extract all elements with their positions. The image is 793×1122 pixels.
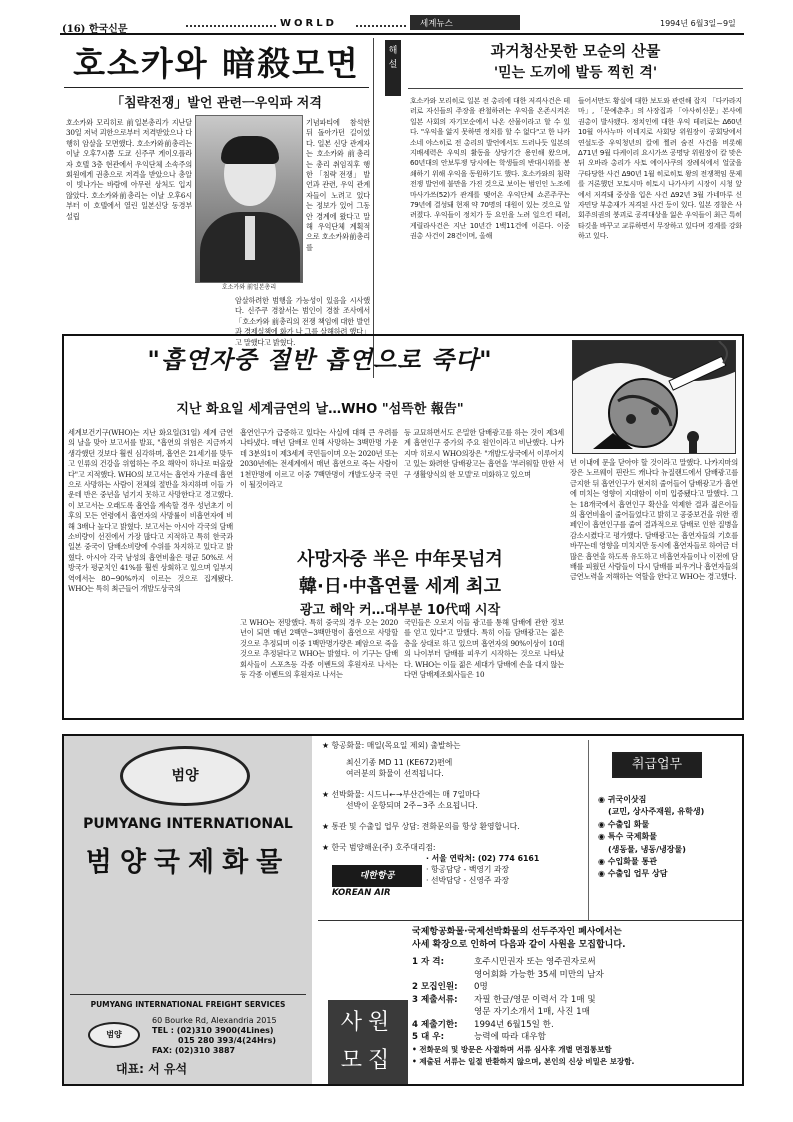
ad-divider [588,740,589,920]
company-address: 60 Bourke Rd, Alexandria 2015 TEL : (02)310 3900(4Lines) 015 280 393/4(24Hrs) FAX: (02)310 3887 [152,1016,277,1055]
article3-headline: "흡연자중 절반 흡연으로 죽다" [147,346,493,374]
article1-body-col1: 호소카와 모리히로 前일본총리가 지난달30일 저녁 괴한으로부터 저격받았으나 다행히 암살을 모면했다. 호소카와前총리는 이날 오후7시쯤 도쿄 신주쿠 게이오플라자 호텔 3층 현관에서 우익단체 소속주의 회원에게 권총으로 저격을 받았으나 총알이 빗나가는 바람에 아무런 상처도 입지 않았다. 호소카와前총리는 이날 오후6시부터 이 호텔에서 열린 일본신당 동경부 설립 [66,118,192,221]
analysis-tag: 해설 [385,40,401,96]
pumyang-logo: 범양 [120,746,250,806]
article2-rule [408,88,743,89]
article3-subheadline: 지난 화요일 세계금연의 날…WHO "섬뜩한 報告" [176,402,464,417]
article3-body-col2-lower: 고 WHO는 전망했다. 특히 중국의 경우 오는 2020년이 되면 매년 2백만~3백만명이 흡연으로 사망할 것으로 추정되며 이중 1백만명가량은 폐암으로 죽을 것으로 추정된다고 WHO는 밝혔다. 이 기구는 담배회사들이 스포츠등 각종 이벤트의 후원자로 나서는등 각종 이벤트의 후원자로 나서는 [240,618,398,680]
article1-headline: 호소카와 暗殺모면 [64,40,369,88]
company-name-en: PUMYANG INTERNATIONAL [83,816,293,832]
article1-subheadline: 「침략전쟁」발언 관련ㅡ우익파 저격 [111,96,322,111]
ad-hrule [318,920,742,921]
services-title: 취급업무 [612,752,702,778]
article3-body-col3: 등 교묘하면서도 은밀한 담배광고를 하는 것이 제3세계 흡연인구 증가의 주요 원인이라고 비난했다. 나카지마 히로시 WHO의장은 "개발도상국에서 이루어지고 있는 화려한 담배광고는 흡연을 '부러워할 만한 서구 생활양식의 한 모델'로 미화하고 있으며 [404,428,564,479]
column-divider [373,38,374,378]
article2-body-col1: 호소카와 모리히로 일본 전 총리에 대한 저격사건은 테러로 자신들의 주장을 관철하려는 우익을 온존시켜온 일본 사회의 자기모순에서 나온 산물이라고 할 수 있다. "우익을 앓지 못하면 정치를 할 수 없다"고 한 나카소네 야스히로 전 총리의 발언에서도 드러나듯 일본의 지배세력은 우익의 활동을 상당기간 용인해 왔으며, 60년대의 안보투쟁 당시에는 학생들의 반대시위를 봉쇄하기 위해 우익을 동원하기도 했다. 호소카와의 침략전쟁 발언에 불만을 가진 것으로 보이는 범인인 노조에 마사가쓰(52)가 관계를 맺어온 우익단체 쇼콘주쿠는 79년에 결성돼 현재 약 70명의 대원이 있는 것으로 알려졌다. 우익들이 정치가 등 요인을 노려 일으킨 테러, 게릴라사건은 지난 10년간 1백11건에 이른다. 이중 권총 사건이 28건이며, 올해 [410,97,570,241]
photo-caption: 호소카와 前일본총리 [221,284,277,291]
article3-body-col1: 세계보건기구(WHO)는 지난 화요일(31일) 세계 금연의 날을 맞아 보고서를 발표, "흡연의 위험은 지금까지 생각했던 것보다 훨씬 심각하며, 흡연은 21세기를 맞두고 인류의 건강을 위협하는 주요 해악이 하나로 떠올랐다"고 지적했다. WHO의 보고서는 흡연자 가운데 흡연으로 사망하는 사람이 전체의 절반을 차지하며 이들 가운데 반은 중년을 넘기지 못하고 사망한다고 경고했다. 이 보고서는 오래도록 흡연을 계속할 경우 성년초기 이후의 모든 연령에서 흡연자의 사망률이 비흡연자에 비해 3배나 높다고 밝혔다. 보고서는 아시아 각국의 담배소비량이 선진에서 가장 많다고 지적하고 특히 한국과 일본 중국이 담배소비량에 수위를 차지하고 있다고 밝혔다. 아시아 각국 남성의 흡연비율은 평균 50%로 서방국가 평균치인 41%를 훨씬 상회하고 있으며 일부지역에서는 80~90%까지 이르는 것으로 집계됐다. WHO는 특히 최근들어 개발도상국의 [68,428,233,594]
article2-subheadline: '믿는 도끼에 발등 찍힌 격' [493,65,658,81]
freight-services-name: PUMYANG INTERNATIONAL FREIGHT SERVICES [90,1000,286,1009]
recruit-badge: 사원모집 [328,1000,408,1084]
article1-body-col2: 기념파티에 참석한 뒤 돌아가던 길이었다. 일본 신당 관계자는 호소카와 前총리는 총리 취임직후 행한 「침략 전쟁」 발언과 관련, 우익 관계자들이 노려고 있다는 정보가 있어 그동안 경계에 왔다고 말해 우익단체 계획적으로 호소카와前총리를 [306,118,370,252]
article3-body-col3-lower: 국민들은 오로지 이들 광고를 통해 담배에 관한 정보를 얻고 있다"고 말했다. 특히 이들 담배광고는 젊은층을 상대로 하고 있으며 흡연자의 90%이상이 10대의 나이부터 담배를 피우기 시작하는 것으로 나타났다. WHO는 이들 젊은 세대가 담배에 손을 대지 않는다면 담배제조회사들은 10 [404,618,564,680]
article2-body-col2: 들어서만도 황실에 대한 보도와 관련해 잡지 「다카라지마」, 「문예춘추」의 사장집과 「아사히신문」본사에 권총이 발사됐다. 정치인에 대한 우익 테러로는 Δ60년 10월 아사누마 이네지로 사회당 위원장이 공회당에서 연설도중 우익청년의 칼에 찔려 숨진 사건을 비롯해 Δ71년 9월 다케이리 요시가쓰 공명당 위원장이 칼 맞은 뒤 오바라 총리가 사토 에이사쿠의 장례식에서 얼굴을 구타당한 사건 Δ90년 1월 히로히토 왕의 전쟁책임 문제를 거론했던 모토시마 히토시 나가사키 시장이 시청 앞에서 저격돼 중상을 입은 사건 Δ92년 3월 가네마루 신 자민당 부총재가 저격된 사건 등이 있다. 일본 경찰은 사회주의권의 붕괴로 공격대상을 잃은 우익들이 최근 특히 타깃을 바꾸고 교류하면서 무장하고 있다며 경계를 강화하고 있다. [578,97,742,241]
article3-body-col2: 흡연인구가 급증하고 있다는 사실에 대해 큰 우려를 나타냈다. 매년 담배로 인해 사망하는 3백만명 가운데 3분의1이 제3세계 국민들이며 오는 2020년 또는 2030년에는 전세계에서 매년 흡연으로 죽는 사람이 1천만명에 이르고 이중 7백만명이 개발도상국 국민이 될것이라고 [240,428,398,490]
recruit-heading: 국제항공화물·국제선박화물의 선두주자인 폐사에서는 사세 확장으로 인하여 다음과 같이 사원을 모집합니다. [412,927,626,950]
header-rule [60,33,744,35]
korean-air-en: KOREAN AIR [332,888,391,898]
page-number: (16) 한국신문 [62,24,128,35]
article3-callout-1: 사망자중 半은 中年못넘겨 [297,549,503,570]
cigarette-globe-cartoon [572,340,736,454]
ad-rule [70,994,306,995]
section-world-label: WORLD [280,18,337,29]
korean-air-logo: 대한항공 [332,865,422,887]
hosokawa-photo [195,115,303,283]
article2-headline: 과거청산못한 모순의 산물 [490,42,661,60]
article3-callout-2: 韓·日·中흡연률 세계 최고 [299,576,501,597]
issue-date: 1994년 6월3일~9일 [660,19,736,28]
article3-body-col4: 년 이내에 문을 닫아야 할 것이라고 말했다. 나카지마의장은 노르웨이 핀란드 캐나다 뉴질랜드에서 담배광고를 금지한 뒤 흡연인구가 현저히 줄어들어 담배광고가 흡연에 미치는 영향이 지대함이 이미 입증됐다고 말했다. 그는 18개국에서 흡연인구 확산을 억제한 결과 젊은이들의 흡연비율이 줄어들었다고 밝히고 공중보건을 위한 캠페인이 흡연인구를 줄여 결과적으로 담배로 인한 질병을 감소시켰다고 평가했다. 담배광고는 흡연자들의 기호를 바꾸는데 영향을 미치지만 동시에 흡연자들로 하여금 더 많은 흡연을 하도록 유도하고 비흡연자들이나 이전에 담배를 피웠던 사람들이 다시 담배를 피우거나 흡연자들의 금연노력을 저해하는 역할을 한다고 WHO는 경고했다. [570,458,738,582]
recruit-notice: 국제항공화물·국제선박화물의 선두주자인 폐사에서는 사세 확장으로 인하여 다음과 같이 사원을 모집합니다. 1 자 격: 호주시민권자 또는 영주권자로써 영어회화 가능한 35세 미만의 남자 2 모집인원: 0명 3 제출서류: 자필 한글/영문 이력서 각 1매 및 영문 자기소개서 1매, 사진 1매 4 제출기한: 1994년 6월15일 한. 5 대 우: 능력에 따라 대우함 • 전화문의 및 방문은 사절하며 서류 심사후 개별 면접통보함 • 제출된 서류는 일절 반환하지 않으며, 본인의 신상 비밀은 보장함. [412,926,742,1069]
services-items: ◉ 귀국이삿짐 (교민, 상사주재원, 유학생) ◉ 수출입 화물 ◉ 특수 국제화물 (생동물, 냉동/냉장물) ◉ 수입화물 통관 ◉ 수출입 업무 상담 [598,795,705,879]
header-dots [186,25,276,27]
representative: 대표: 서 유석 [116,1062,188,1076]
article1-body-col3: 암살하려한 범행을 가능성이 있음을 시사했다. 신주쿠 경찰서는 범인이 경찰 조사에서 「호소카와 前총리의 전쟁 책임에 대한 발언과 경제실책에 화가 나 그를 살해하려 했다」고 말했다고 밝혔다. [235,296,370,347]
pumyang-small-logo: 범양 [88,1022,140,1048]
company-name-ko: 범양국제화물 [85,847,291,878]
header-dots-2 [356,25,406,27]
section-badge: 세계뉴스 [410,15,520,30]
article3-callout-3: 광고 해악 커…대부분 10代때 시작 [299,603,501,618]
services-list: ★ 항공화물: 매일(목요일 제외) 출발하는 최신기종 MD 11 (KE672)편에 여러분의 화물이 선적됩니다. ★ 선박화물: 시드니←→부산간에는 매 7일마다 선박이 운항되며 2주~3주 소요됩니다. ★ 통관 및 수출입 업무 상담: 전화문의를 항상 환영합니다. ★ 한국 범양해운(주) 호주대리점: · 서울 연락처: (02) 774 6161 · 항공담당 - 백영기 과장 · 선박담당 - 신영주 과장 [322,741,540,885]
